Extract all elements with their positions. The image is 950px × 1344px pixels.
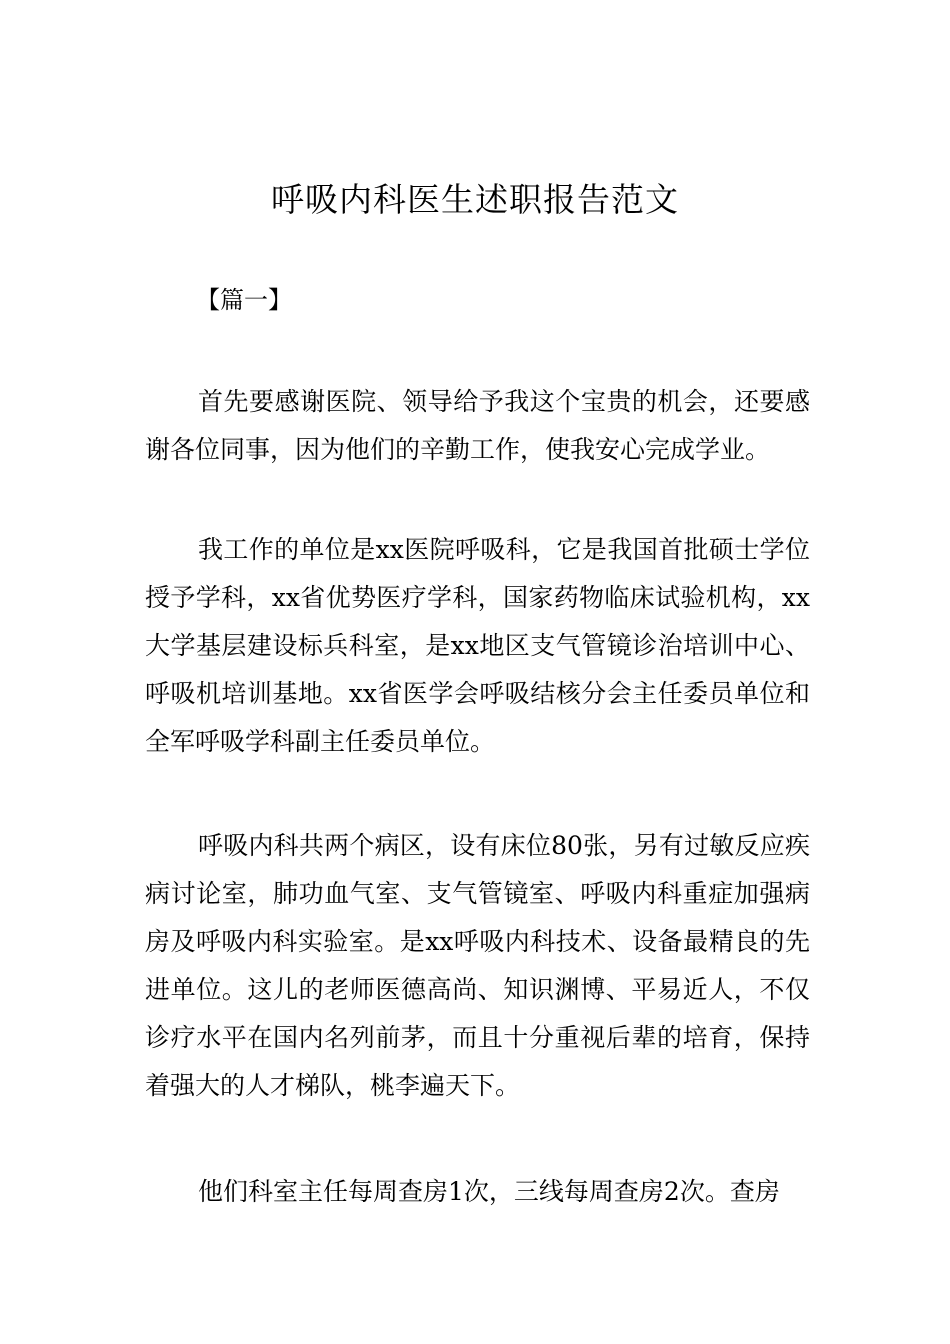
paragraph-2: 我工作的单位是xx医院呼吸科，它是我国首批硕士学位授予学科，xx省优势医疗学科，国家药物临床试验机构，xx大学基层建设标兵科室，是xx地区支气管镜诊治培训中心、呼吸机培训基地。xx省医学会呼吸结核分会主任委员单位和全军呼吸学科副主任委员单位。: [145, 535, 810, 756]
paragraph-4: 他们科室主任每周查房1次，三线每周查房2次。查房: [198, 1177, 780, 1206]
paragraph-3: 呼吸内科共两个病区，设有床位80张，另有过敏反应疾病讨论室，肺功血气室、支气管镜室、呼吸内科重症加强病房及呼吸内科实验室。是xx呼吸内科技术、设备最精良的先进单位。这儿的老师医德高尚、知识渊博、平易近人，不仅诊疗水平在国内名列前茅，而且十分重视后辈的培育，保持着强大的人才梯队，桃李遍天下。: [145, 831, 810, 1100]
document-title: 呼吸内科医生述职报告范文: [271, 180, 679, 219]
paragraph-1: 首先要感谢医院、领导给予我这个宝贵的机会，还要感谢各位同事，因为他们的辛勤工作，使我安心完成学业。: [145, 387, 810, 464]
section-label: 【篇一】: [196, 286, 292, 314]
